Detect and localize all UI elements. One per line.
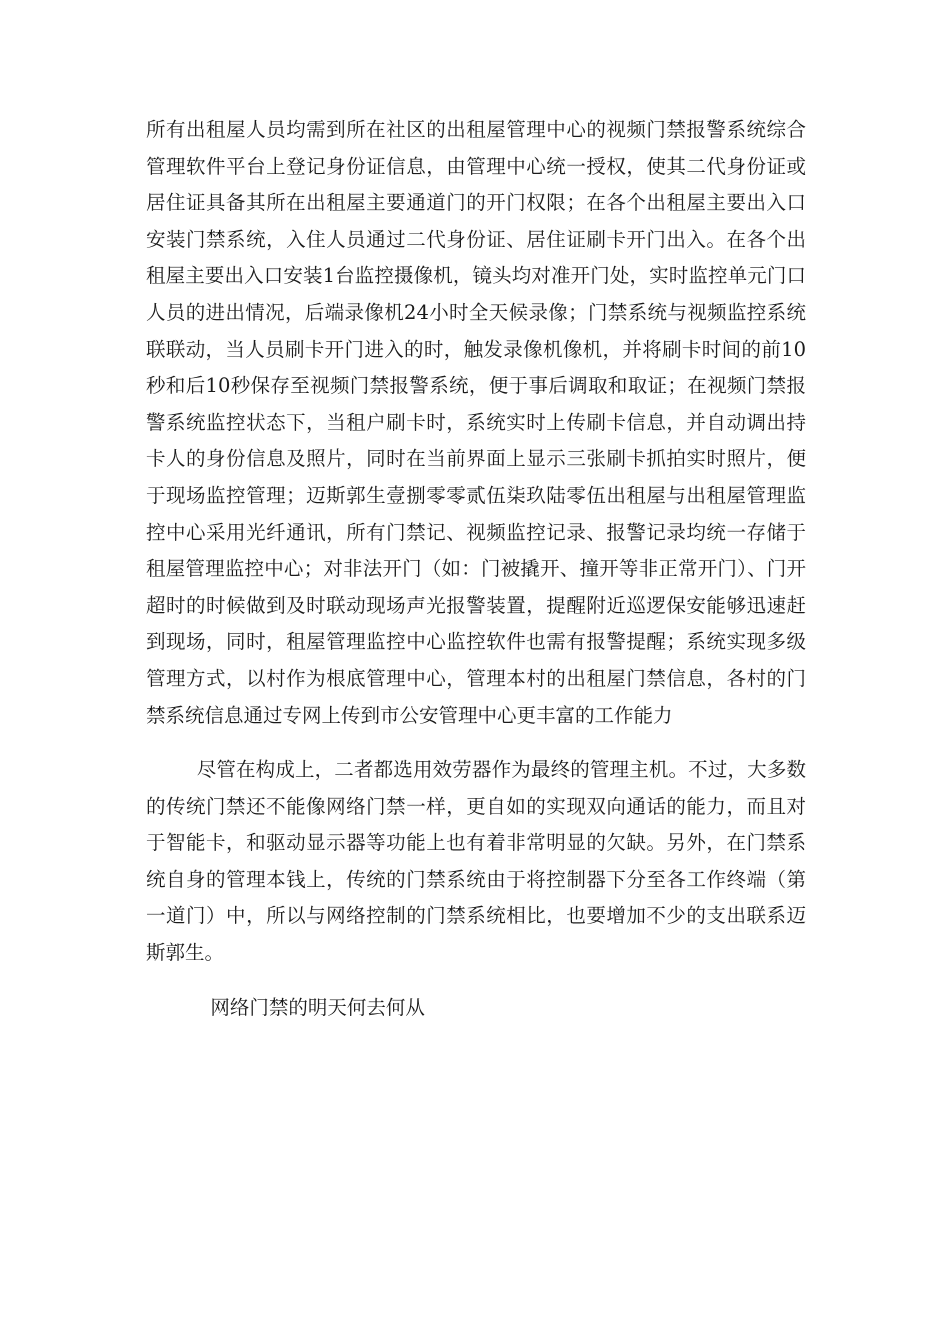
document-body (146, 112, 806, 1026)
paragraph-section-heading: 网络门禁的明天何去何从 (210, 995, 425, 1019)
paragraph-access-control-description: 所有出租屋人员均需到所在社区的出租屋管理中心的视频门禁报警系统综合管理软件平台上登记身份证信息，由管理中心统一授权，使其二代身份证或居住证具备其所在出租屋主要通道门的开门权限；在各个出租屋主要出入口安装门禁系统，入住人员通过二代身份证、居住证刷卡开门出入。在各个出租屋主要出入口安装1台监控摄像机，镜头均对准开门处，实时监控单元门口人员的进出情况，后端录像机24小时全天候录像；门禁系统与视频监控系统联联动，当人员刷卡开门进入的时，触发录像机像机，并将刷卡时间的前10秒和后10秒保存至视频门禁报警系统，便于事后调取和取证；在视频门禁报警系统监控状态下，当租户刷卡时，系统实时上传刷卡信息，并自动调出持卡人的身份信息及照片，同时在当前界面上显示三张刷卡抓拍实时照片，便于现场监控管理；迈斯郭生壹捌零零贰伍柒玖陆零伍出租屋与出租屋管理监控中心采用光纤通讯，所有门禁记、视频监控记录、报警记录均统一存储于租屋管理监控中心；对非法开门（如：门被撬开、撞开等非正常开门）、门开超时的时候做到及时联动现场声光报警装置，提醒附近巡逻保安能够迅速赶到现场，同时，租屋管理监控中心监控软件也需有报警提醒；系统实现多级管理方式，以村作为根底管理中心，管理本村的出租屋门禁信息，各村的门禁系统信息通过专网上传到市公安管理中心更丰富的工作能力 (146, 118, 806, 727)
paragraph-traditional-vs-network: 尽管在构成上，二者都选用效劳器作为最终的管理主机。不过，大多数的传统门禁还不能像网络门禁一样，更自如的实现双向通话的能力，而且对于智能卡，和驱动显示器等功能上也有着非常明显的欠缺。另外，在门禁系统自身的管理本钱上，传统的门禁系统由于将控制器下分至各工作终端（第一道门）中，所以与网络控制的门禁系统相比，也要增加不少的支出联系迈斯郭生。 (146, 758, 806, 965)
